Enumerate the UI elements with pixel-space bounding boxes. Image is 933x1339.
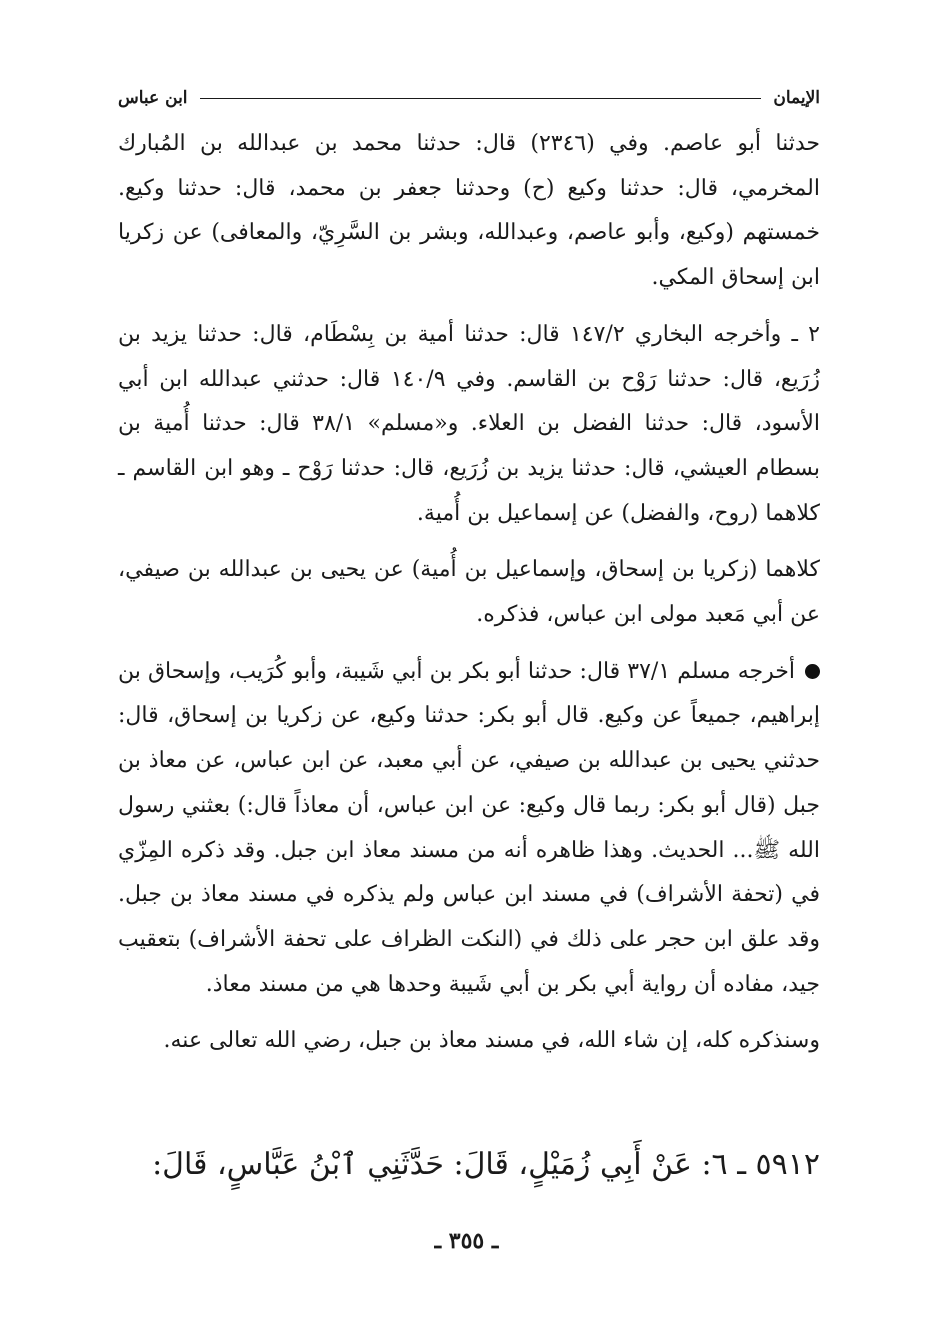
paragraph-2: ٢ ـ وأخرجه البخاري ١٤٧/٢ قال: حدثنا أمية بن بِسْطَام، قال: حدثنا يزيد بن زُرَيع، قال: حدثنا رَوْح بن القاسم. وفي ١٤٠/٩ قال: حدثني عبدالله ابن أبي الأسود، قال: حدثنا الفضل بن العلاء. و«مسلم» ٣٨/١ قال: حدثنا أُمية بن بسطام العيشي، قال: حدثنا يزيد بن زُرَيع، قال: حدثنا رَوْح ـ وهو ابن القاسم ـ كلاهما (روح، والفضل) عن إسماعيل بن أُمية. <box>118 321 820 526</box>
paragraph-1: حدثنا أبو عاصم. وفي (٢٣٤٦) قال: حدثنا محمد بن عبدالله بن المُبارك المخرمي، قال: حدثنا وكيع (ح) وحدثنا جعفر بن محمد، قال: حدثنا وكيع. خمستهم (وكيع، وأبو عاصم، وعبدالله، وبشر بن السَّرِيّ، والمعافى) عن زكريا ابن إسحاق المكي. <box>118 131 820 291</box>
paragraph-5: وسنذكره كله، إن شاء الله، في مسند معاذ بن جبل، رضي الله تعالى عنه. <box>163 1028 820 1054</box>
main-text <box>118 122 820 1064</box>
header-rule <box>200 98 762 99</box>
page-number: ـ ٣٥٥ ـ <box>434 1228 499 1254</box>
paragraph-4 <box>118 650 820 1008</box>
paragraph-3: كلاهما (زكريا بن إسحاق، وإسماعيل بن أُمية) عن يحيى بن عبدالله بن صيفي، عن أبي مَعبد مولى ابن عباس، فذكره. <box>118 557 820 628</box>
hadith-heading: ٥٩١٢ ـ ٦: عَنْ أَبِي زُمَيْلٍ، قَالَ: حَدَّثَنِي ٱبْنُ عَبَّاسٍ، قَالَ: <box>152 1147 820 1182</box>
chapter-title: الإيمان <box>773 88 820 108</box>
section-title: ابن عباس <box>118 88 188 108</box>
running-header <box>118 84 820 112</box>
paragraph-4-text: أخرجه مسلم ٣٧/١ قال: حدثنا أبو بكر بن أبي شَيبة، وأبو كُرَيب، وإسحاق بن إبراهيم، جميعاً عن وكيع. قال أبو بكر: حدثنا وكيع، عن زكريا بن إسحاق، قال: حدثني يحيى بن عبدالله بن صيفي، عن أبي معبد، عن ابن عباس، عن معاذ بن جبل (قال أبو بكر: ربما قال وكيع: عن ابن عباس، أن معاذاً قال:) بعثني رسول الله ﷺ... الحديث. وهذا ظاهره أنه من مسند معاذ ابن جبل. وقد ذكره المِزّي في (تحفة الأشراف) في مسند ابن عباس ولم يذكره في مسند معاذ بن جبل. وقد علق ابن حجر على ذلك في (النكت الظراف على تحفة الأشراف) بتعقيب جيد، مفاده أن رواية أبي بكر بن أبي شَيبة وحدها هي من مسند معاذ. <box>118 658 820 997</box>
bullet-icon <box>805 664 820 679</box>
